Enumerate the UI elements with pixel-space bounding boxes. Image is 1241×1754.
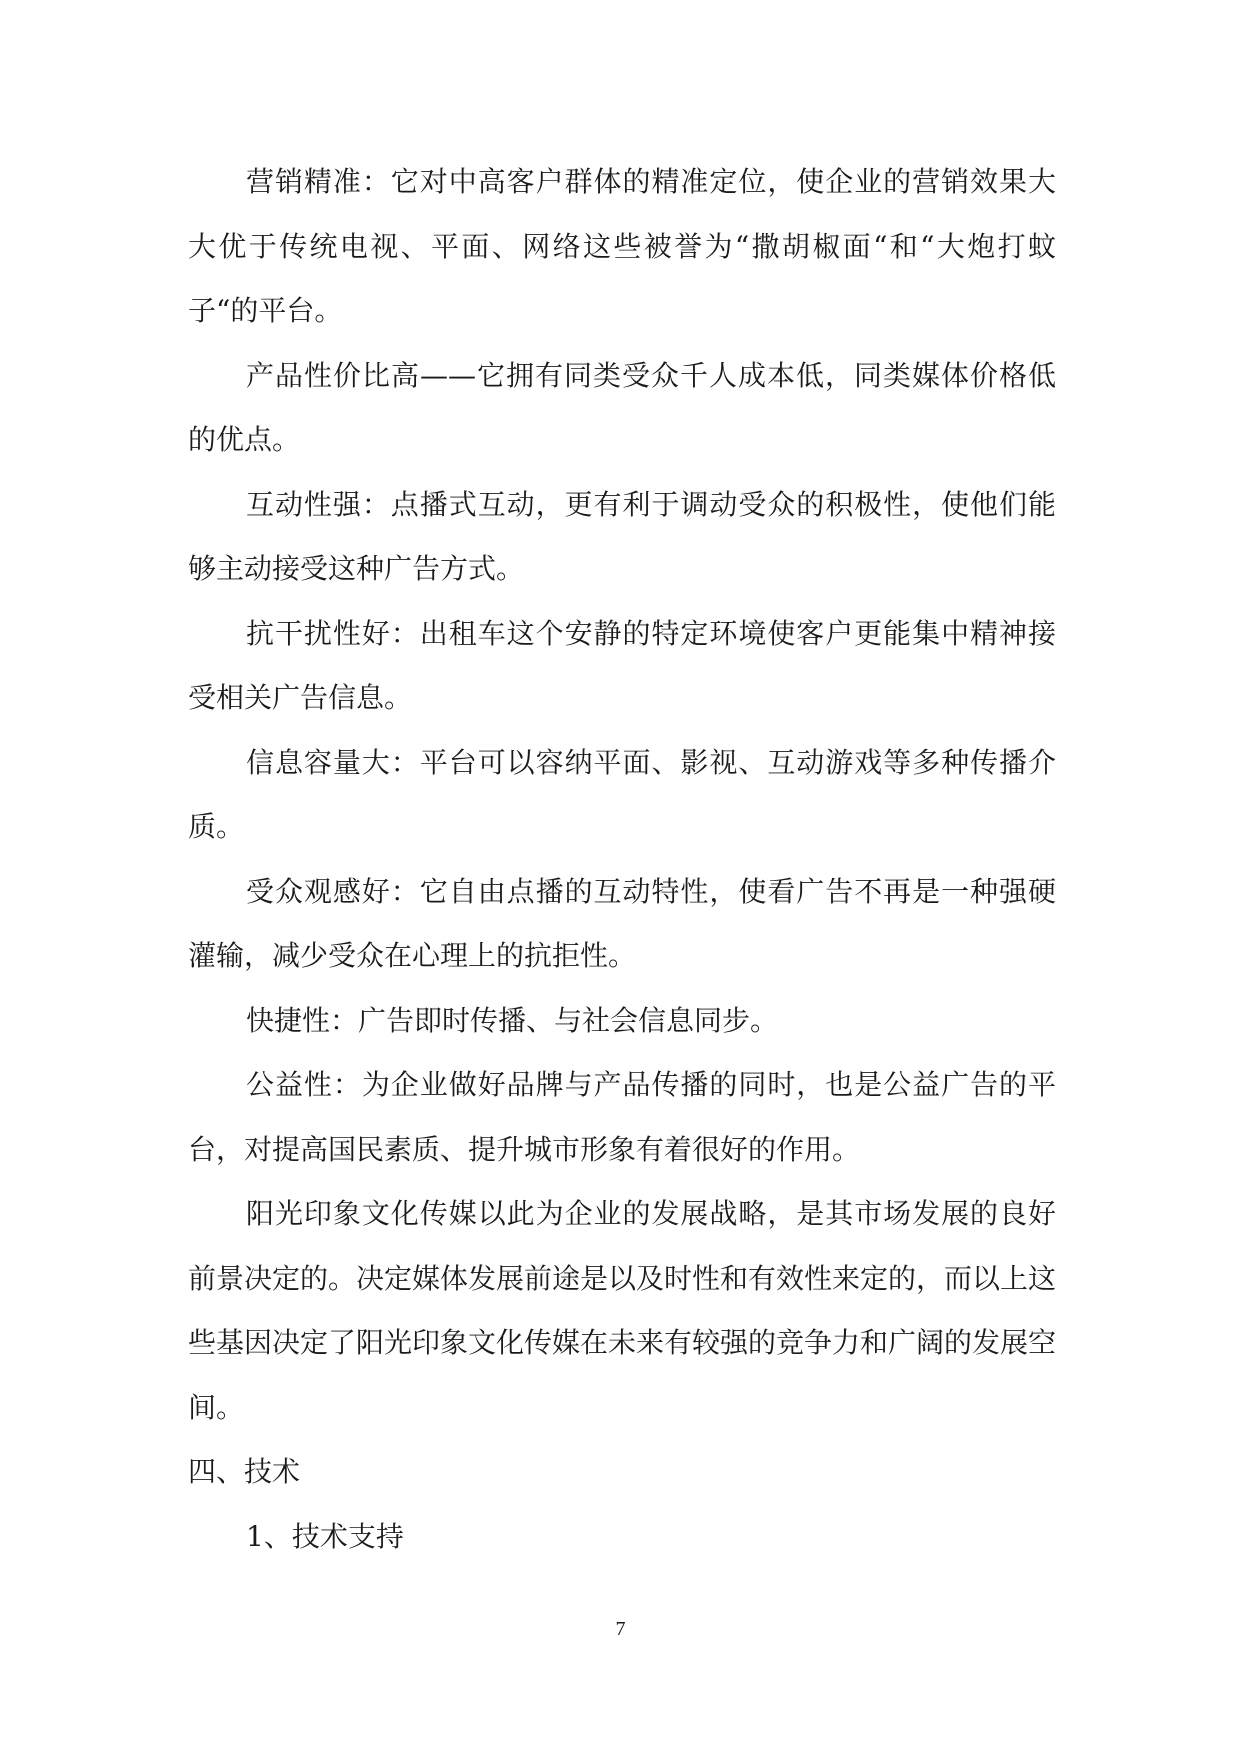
- page-body: [188, 150, 1056, 1569]
- subsection-heading: 1、技术支持: [246, 1519, 404, 1553]
- paragraph-information-capacity: 信息容量大：平台可以容纳平面、影视、互动游戏等多种传播介质。: [188, 745, 1056, 843]
- paragraph-anti-interference: 抗干扰性好：出租车这个安静的特定环境使客户更能集中精神接受相关广告信息。: [188, 616, 1056, 714]
- paragraph-public-welfare: 公益性：为企业做好品牌与产品传播的同时，也是公益广告的平台，对提高国民素质、提升城市形象有着很好的作用。: [188, 1068, 1056, 1166]
- paragraph-audience-perception: 受众观感好：它自由点播的互动特性，使看广告不再是一种强硬灌输，减少受众在心理上的抗拒性。: [188, 874, 1056, 972]
- page-number: 7: [615, 1618, 626, 1640]
- paragraph-precise-marketing: 营销精准：它对中高客户群体的精准定位，使企业的营销效果大大优于传统电视、平面、网络这些被誉为“撒胡椒面“和“大炮打蚊子“的平台。: [188, 165, 1056, 327]
- section-heading: 四、技术: [188, 1455, 301, 1488]
- paragraph-development-strategy: 阳光印象文化传媒以此为企业的发展战略，是其市场发展的良好前景决定的。决定媒体发展前途是以及时性和有效性来定的，而以上这些基因决定了阳光印象文化传媒在未来有较强的竞争力和广阔的发展空间。: [188, 1197, 1057, 1424]
- paragraph-interactivity: 互动性强：点播式互动，更有利于调动受众的积极性，使他们能够主动接受这种广告方式。: [188, 487, 1056, 585]
- paragraph-cost-effectiveness: 产品性价比高——它拥有同类受众千人成本低，同类媒体价格低的优点。: [188, 358, 1056, 456]
- paragraph-timeliness: 快捷性：广告即时传播、与社会信息同步。: [246, 1003, 779, 1037]
